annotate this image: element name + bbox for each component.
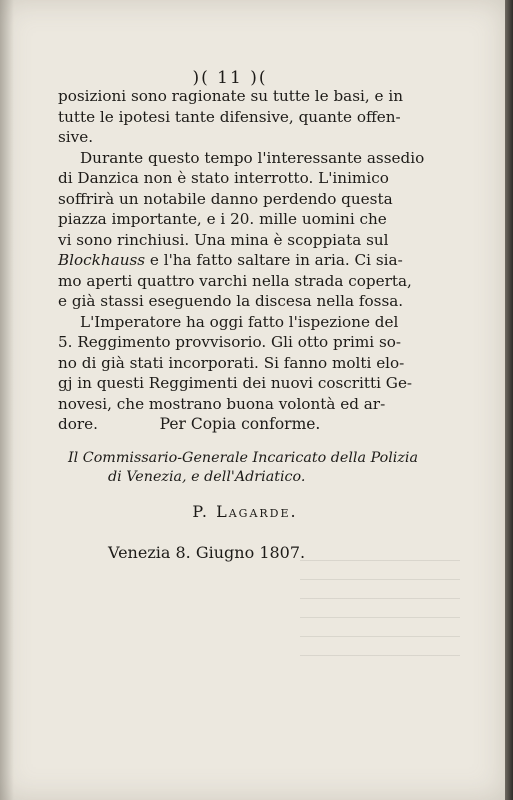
blockhauss-italic: Blockhauss bbox=[58, 251, 146, 269]
body-line-blockhauss bbox=[58, 250, 418, 271]
body-line: vi sono rinchiusi. Una mina è scoppiata sul bbox=[58, 230, 389, 249]
body-line: novesi, che mostrano buona volontà ed ar- bbox=[58, 394, 386, 413]
commissary-line-1: Il Commissario-Generale Incaricato della Polizia bbox=[68, 450, 418, 466]
body-line: piazza importante, e i 20. mille uomini che bbox=[58, 210, 387, 228]
page-number: )( 11 )( bbox=[192, 68, 268, 88]
body-line: e già stassi eseguendo la discesa nella fossa. bbox=[58, 292, 404, 310]
commissary-title bbox=[68, 449, 448, 487]
page-edge bbox=[505, 0, 513, 800]
body-line: L'Imperatore ha oggi fatto l'ispezione del bbox=[80, 312, 399, 331]
body-line: tutte le ipotesi tante difensive, quante offen- bbox=[58, 107, 401, 126]
body-line: posizioni sono ragionate su tutte le basi, e in bbox=[58, 87, 403, 105]
body-line: no di già stati incorporati. Si fanno molti elo- bbox=[58, 353, 405, 372]
gutter-shadow bbox=[0, 0, 14, 800]
body-line-rest: e l'ha fatto saltare in aria. Ci sia- bbox=[145, 251, 403, 269]
commissary-line-2: di Venezia, e dell'Adriatico. bbox=[108, 469, 306, 485]
body-line: Durante questo tempo l'interessante assedio bbox=[80, 148, 425, 167]
body-line: dore. bbox=[58, 415, 98, 433]
body-line: di Danzica non è stato interrotto. L'inimico bbox=[58, 169, 389, 187]
body-line: gj in questi Reggimenti dei nuovi coscritti Ge- bbox=[58, 374, 413, 392]
body-line: mo aperti quattro varchi nella strada coperta, bbox=[58, 271, 412, 290]
body-line: 5. Reggimento provvisorio. Gli otto primi so- bbox=[58, 333, 402, 351]
body-line: sive. bbox=[58, 128, 94, 146]
body-line: soffrirà un notabile danno perdendo questa bbox=[58, 189, 393, 208]
place-date: Venezia 8. Giugno 1807. bbox=[108, 543, 306, 562]
signature: P. Lagarde. bbox=[192, 502, 298, 521]
copy-attestation: Per Copia conforme. bbox=[159, 415, 321, 433]
show-through-text bbox=[300, 560, 460, 670]
body-text bbox=[58, 86, 425, 435]
